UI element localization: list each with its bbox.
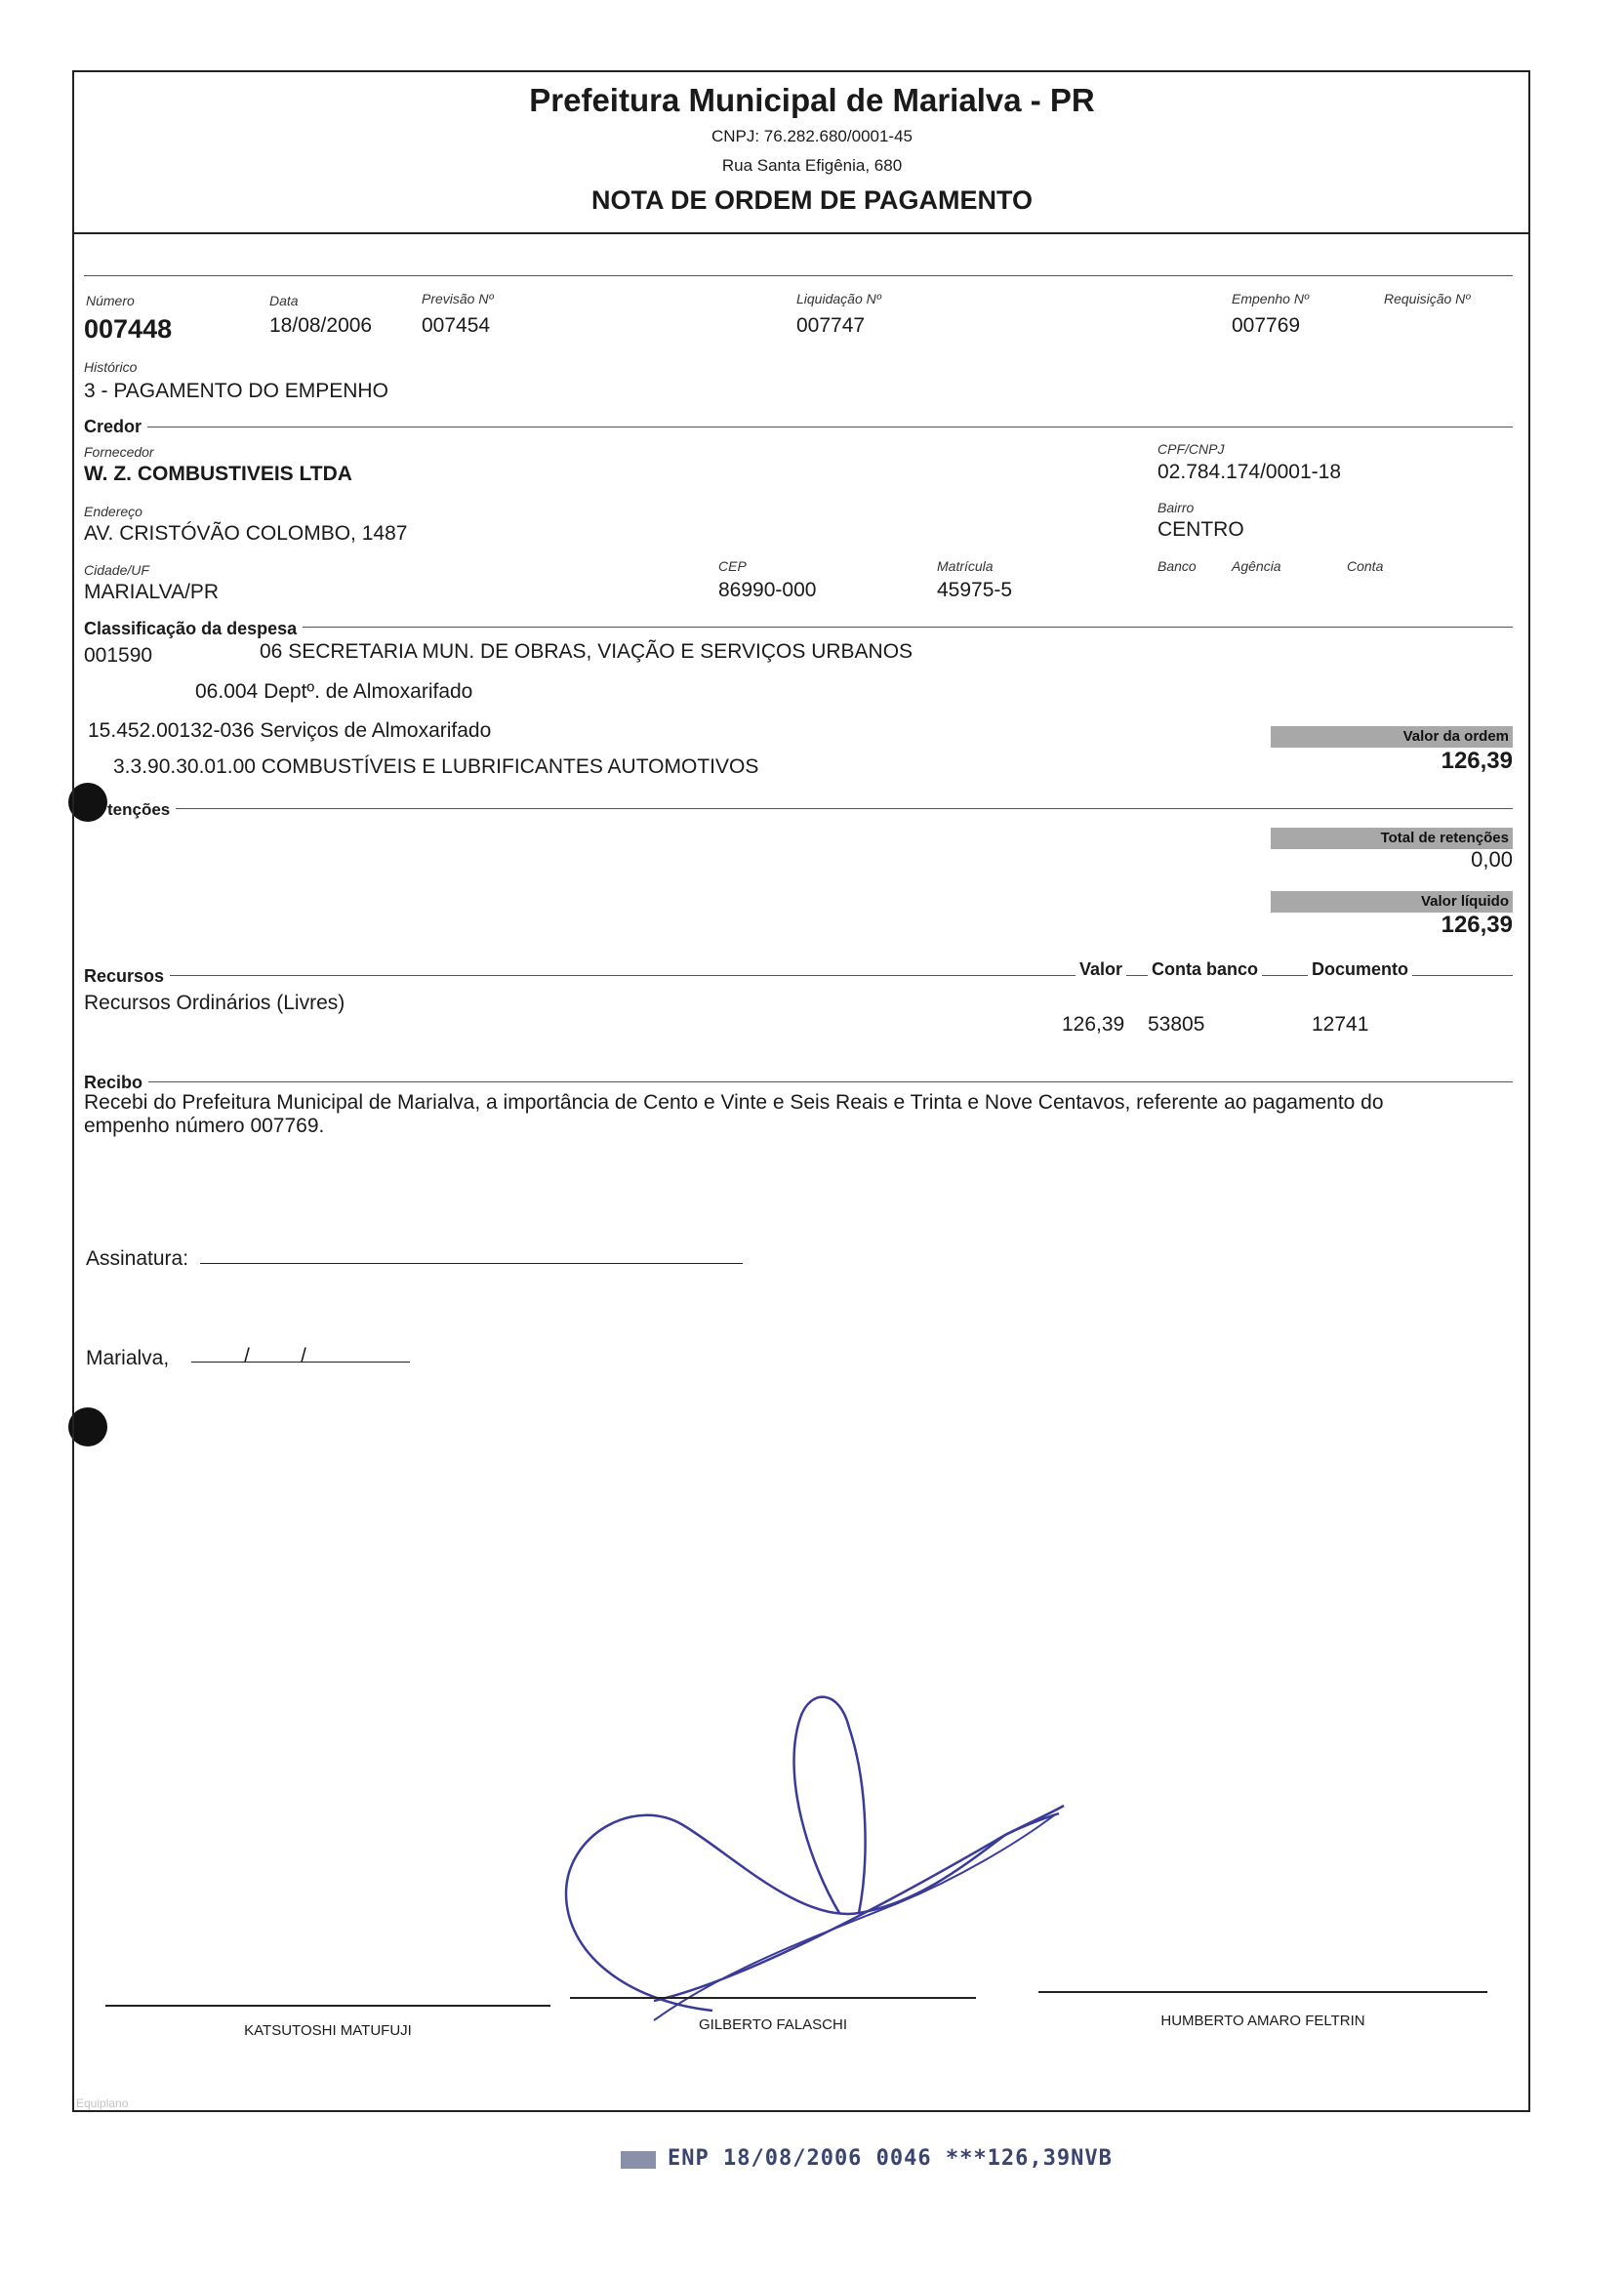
endereco-value: AV. CRISTÓVÃO COLOMBO, 1487 bbox=[84, 522, 408, 545]
cpf-value: 02.784.174/0001-18 bbox=[1157, 461, 1342, 483]
fornecedor-value: W. Z. COMBUSTIVEIS LTDA bbox=[84, 463, 352, 485]
signature-line-2 bbox=[570, 1997, 976, 1999]
historico-value: 3 - PAGAMENTO DO EMPENHO bbox=[84, 380, 388, 402]
address-text: Rua Santa Efigênia, 680 bbox=[721, 156, 903, 175]
classificacao-line1: 06 SECRETARIA MUN. DE OBRAS, VIAÇÃO E SERVIÇOS URBANOS bbox=[260, 640, 914, 663]
data-value: 18/08/2006 bbox=[269, 314, 373, 337]
signatory-1: KATSUTOSHI MATUFUJI bbox=[244, 2022, 412, 2039]
assinatura-label: Assinatura: bbox=[86, 1247, 189, 1270]
previsao-value: 007454 bbox=[422, 314, 491, 337]
recursos-descricao: Recursos Ordinários (Livres) bbox=[84, 992, 345, 1014]
empenho-label: Empenho Nº bbox=[1232, 291, 1310, 306]
classificacao-code: 001590 bbox=[84, 644, 153, 667]
signatory-2: GILBERTO FALASCHI bbox=[699, 2016, 847, 2033]
recursos-valor: 126,39 bbox=[1062, 1013, 1125, 1036]
cep-label: CEP bbox=[718, 558, 747, 574]
classificacao-line3: 15.452.00132-036 Serviços de Almoxarifado bbox=[88, 719, 492, 742]
valor-liquido-value: 126,39 bbox=[1441, 912, 1513, 938]
cnpj-text: CNPJ: 76.282.680/0001-45 bbox=[710, 127, 914, 145]
bairro-value: CENTRO bbox=[1157, 518, 1244, 541]
recursos-documento-label: Documento bbox=[1308, 959, 1412, 980]
signatory-3: HUMBERTO AMARO FELTRIN bbox=[1160, 2013, 1365, 2029]
conta-label: Conta bbox=[1347, 558, 1384, 574]
classificacao-line4: 3.3.90.30.01.00 COMBUSTÍVEIS E LUBRIFICANTES AUTOMOTIVOS bbox=[113, 755, 759, 778]
classificacao-line2: 06.004 Deptº. de Almoxarifado bbox=[195, 680, 473, 703]
recursos-valor-label: Valor bbox=[1076, 959, 1126, 980]
bank-stamp-logo bbox=[621, 2151, 656, 2169]
bairro-label: Bairro bbox=[1157, 500, 1195, 515]
recursos-conta-label: Conta banco bbox=[1148, 959, 1262, 980]
numero-label: Número bbox=[86, 293, 135, 308]
empenho-value: 007769 bbox=[1232, 314, 1301, 337]
liquidacao-label: Liquidação Nº bbox=[796, 291, 881, 306]
classificacao-section: Classificação da despesa bbox=[84, 619, 303, 639]
recibo-line2: empenho número 007769. bbox=[84, 1115, 325, 1137]
previsao-label: Previsão Nº bbox=[422, 291, 494, 306]
equiplano-watermark: Equiplano bbox=[76, 2096, 129, 2110]
cpf-label: CPF/CNPJ bbox=[1157, 441, 1225, 457]
recursos-divider bbox=[84, 975, 1513, 976]
assinatura-line[interactable] bbox=[200, 1263, 743, 1264]
valor-liquido-label: Valor líquido bbox=[1271, 891, 1513, 913]
valor-ordem-label: Valor da ordem bbox=[1271, 726, 1513, 748]
data-label: Data bbox=[269, 293, 299, 308]
recibo-line1: Recebi do Prefeitura Municipal de Marialva, a importância de Cento e Vinte e Seis Reais e Trinta e Nove Centavos, referente ao pagamento do bbox=[84, 1091, 1384, 1114]
requisicao-label: Requisição Nº bbox=[1384, 291, 1471, 306]
page-title: Prefeitura Municipal de Marialva - PR bbox=[529, 82, 1095, 118]
cep-value: 86990-000 bbox=[718, 579, 817, 601]
retencoes-section: tenções bbox=[107, 800, 176, 820]
cidade-label: Cidade/UF bbox=[84, 562, 149, 578]
recursos-section: Recursos bbox=[84, 966, 170, 987]
recibo-divider bbox=[84, 1081, 1513, 1082]
date-slash-1: / bbox=[244, 1345, 250, 1367]
header-separator bbox=[72, 232, 1528, 234]
recursos-conta: 53805 bbox=[1148, 1013, 1205, 1036]
signature-line-1 bbox=[105, 2005, 550, 2007]
recursos-documento: 12741 bbox=[1312, 1013, 1369, 1036]
recibo-section: Recibo bbox=[84, 1073, 148, 1093]
fornecedor-label: Fornecedor bbox=[84, 444, 154, 460]
total-retencoes-value: 0,00 bbox=[1471, 847, 1513, 872]
date-slash-2: / bbox=[301, 1345, 306, 1367]
local-label: Marialva, bbox=[86, 1347, 170, 1369]
banco-label: Banco bbox=[1157, 558, 1197, 574]
bank-stamp: ENP 18/08/2006 0046 ***126,39NVB bbox=[668, 2146, 1113, 2171]
total-retencoes-label: Total de retenções bbox=[1271, 828, 1513, 849]
signature-line-3 bbox=[1038, 1991, 1487, 1993]
handwritten-signature bbox=[547, 1689, 1074, 2040]
matricula-label: Matrícula bbox=[937, 558, 994, 574]
valor-ordem-value: 126,39 bbox=[1441, 748, 1513, 774]
document-title: NOTA DE ORDEM DE PAGAMENTO bbox=[590, 185, 1033, 215]
agencia-label: Agência bbox=[1232, 558, 1281, 574]
cidade-value: MARIALVA/PR bbox=[84, 581, 220, 603]
retencoes-divider bbox=[107, 808, 1513, 809]
historico-label: Histórico bbox=[84, 359, 138, 375]
matricula-value: 45975-5 bbox=[937, 579, 1013, 601]
credor-section: Credor bbox=[84, 417, 147, 437]
divider bbox=[84, 275, 1513, 276]
endereco-label: Endereço bbox=[84, 504, 142, 519]
liquidacao-value: 007747 bbox=[796, 314, 866, 337]
numero-value: 007448 bbox=[84, 314, 173, 344]
